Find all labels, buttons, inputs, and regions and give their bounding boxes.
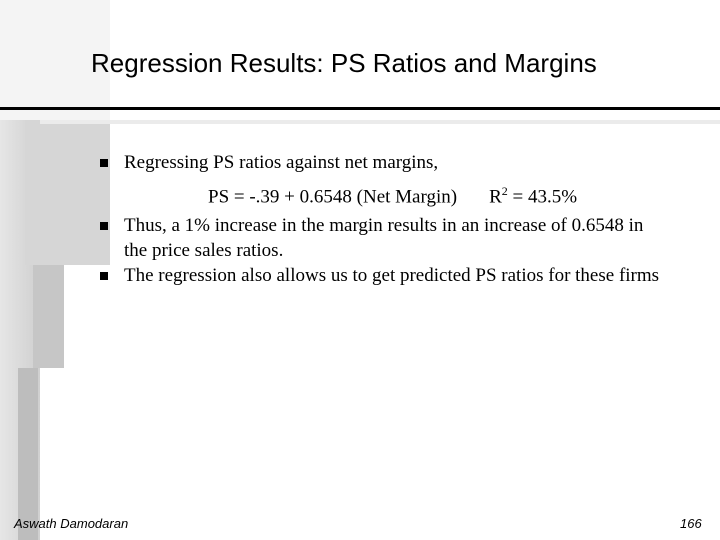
bullet-item <box>100 148 700 211</box>
r-squared-superscript: 2 <box>501 184 508 198</box>
regression-equation <box>124 177 700 211</box>
bullet-item <box>100 211 700 261</box>
title-rule <box>0 107 720 110</box>
decor-block-low <box>33 265 64 368</box>
decor-shadow-line <box>40 120 720 124</box>
bullet-item <box>100 261 700 290</box>
footer-author: Aswath Damodaran <box>14 516 129 531</box>
equation-text: PS = -.39 + 0.6548 (Net Margin) <box>208 186 458 208</box>
decor-bar-bottom <box>18 368 38 540</box>
square-bullet-icon <box>100 272 108 280</box>
bullet-text: The regression also allows us to get predicted PS ratios for these firms <box>124 265 660 287</box>
square-bullet-icon <box>100 222 108 230</box>
bullet-text: Thus, a 1% increase in the margin results in an increase of 0.6548 in <box>124 215 644 237</box>
r-squared-label: R <box>489 186 502 208</box>
bullet-text-continuation: the price sales ratios. <box>124 240 284 262</box>
r-squared-value: = 43.5% <box>507 186 578 208</box>
bullet-text: Regressing PS ratios against net margins, <box>124 152 439 173</box>
page-number: 166 <box>680 516 702 531</box>
decor-block-mid <box>25 120 110 265</box>
slide-title: Regression Results: PS Ratios and Margins <box>91 48 597 78</box>
slide-content <box>100 148 700 290</box>
square-bullet-icon <box>100 159 108 167</box>
